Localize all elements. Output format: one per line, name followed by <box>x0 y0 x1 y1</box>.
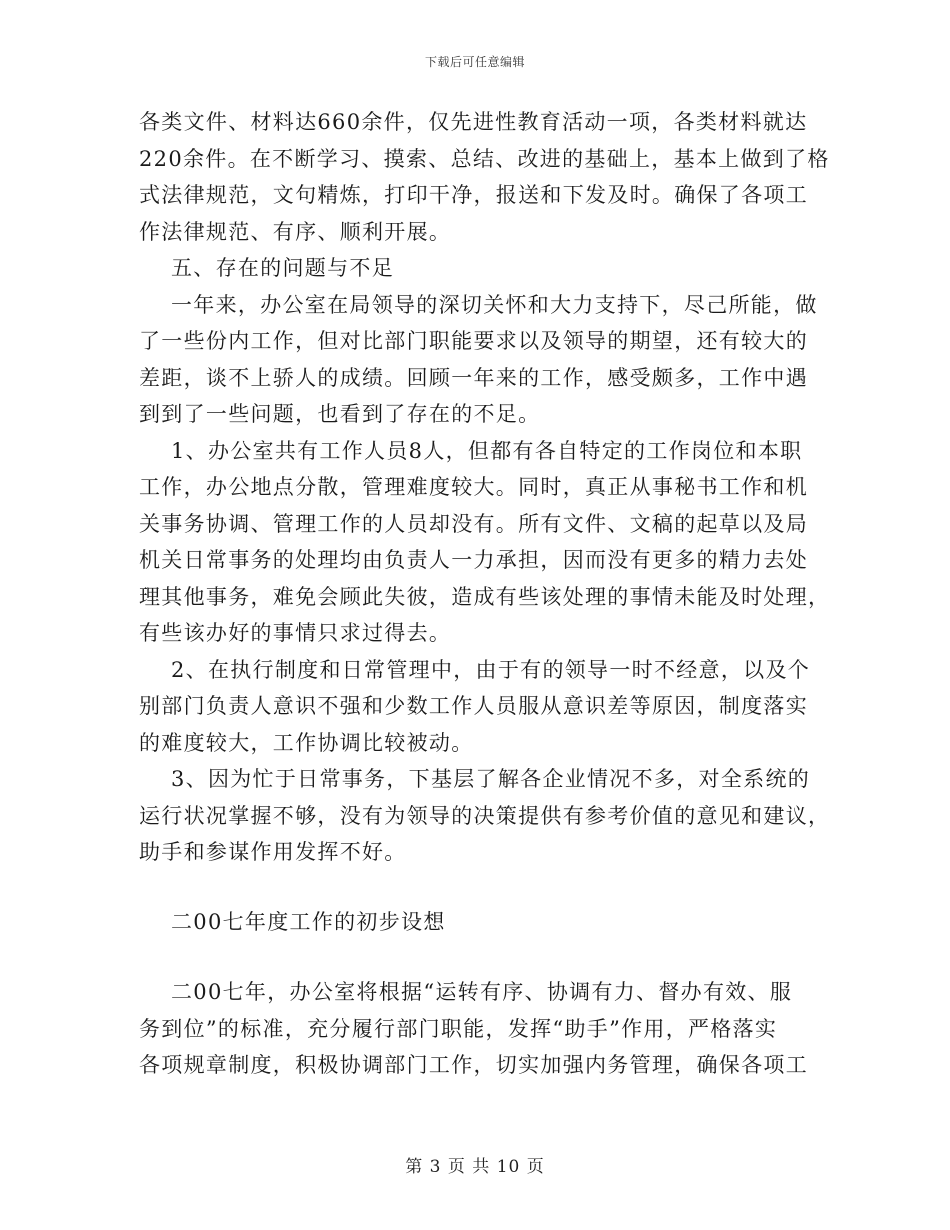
paragraph-line: 作法律规范、有序、顺利开展。 <box>139 219 452 244</box>
list-item-line: 理其他事务，难免会顾此失彼，造成有些该处理的事情未能及时处理， <box>139 584 831 609</box>
blank-line <box>139 940 811 974</box>
list-item-line: 别部门负责人意识不强和少数工作人员服从意识差等原因，制度落实 <box>139 694 808 718</box>
list-item-line: 2、在执行制度和日常管理中，由于有的领导一时不经意，以及个 <box>171 657 811 682</box>
paragraph-line: 到到了一些问题，也看到了存在的不足。 <box>139 402 541 426</box>
page-number: 第 3 页 共 10 页 <box>405 1157 545 1177</box>
list-item-line: 工作，办公地点分散，管理难度较大。同时，真正从事秘书工作和机 <box>139 475 808 499</box>
paragraph-line: 220余件。在不断学习、摸索、总结、改进的基础上，基本上做到了格 <box>139 146 830 171</box>
paragraph-line: 各项规章制度，积极协调部门工作，切实加强内务管理，确保各项工 <box>139 1053 808 1077</box>
paragraph-line: 一年来，办公室在局领导的深切关怀和大力支持下，尽己所能，做 <box>171 292 818 317</box>
list-item-line: 1、办公室共有工作人员8人，但都有各自特定的工作岗位和本职 <box>171 438 803 463</box>
blank-line <box>139 871 811 904</box>
paragraph-line: 差距，谈不上骄人的成绩。回顾一年来的工作，感受颇多，工作中遇 <box>139 365 808 390</box>
page-header: 下载后可任意编辑 <box>424 55 525 69</box>
paragraph-line: 二00七年，办公室将根据“运转有序、协调有力、督办有效、服 <box>171 980 793 1004</box>
section-heading: 五、存在的问题与不足 <box>171 256 394 280</box>
list-item-line: 机关日常事务的处理均由负责人一力承担，因而没有更多的精力去处 <box>139 548 808 572</box>
document-body <box>139 104 831 1084</box>
list-item-line: 助手和参谋作用发挥不好。 <box>139 840 407 864</box>
list-item-line: 3、因为忙于日常事务，下基层了解各企业情况不多，对全系统的 <box>171 767 811 791</box>
section-heading: 二00七年度工作的初步设想 <box>171 909 446 934</box>
list-item-line: 关事务协调、管理工作的人员却没有。所有文件、文稿的起草以及局 <box>139 511 808 536</box>
list-item-line: 运行状况掌握不够，没有为领导的决策提供有参考价值的意见和建议， <box>139 803 831 828</box>
paragraph-line: 各类文件、材料达660余件，仅先进性教育活动一项，各类材料就达 <box>139 110 808 134</box>
paragraph-line: 了一些份内工作，但对比部门职能要求以及领导的期望，还有较大的 <box>139 329 808 353</box>
list-item-line: 的难度较大，工作协调比较被动。 <box>139 730 474 755</box>
paragraph-line: 式法律规范，文句精炼，打印干净，报送和下发及时。确保了各项工 <box>139 183 808 207</box>
list-item-line: 有些该办好的事情只求过得去。 <box>139 621 452 645</box>
paragraph-line: 务到位”的标准，充分履行部门职能，发挥“助手”作用，严格落实 <box>139 1016 778 1041</box>
